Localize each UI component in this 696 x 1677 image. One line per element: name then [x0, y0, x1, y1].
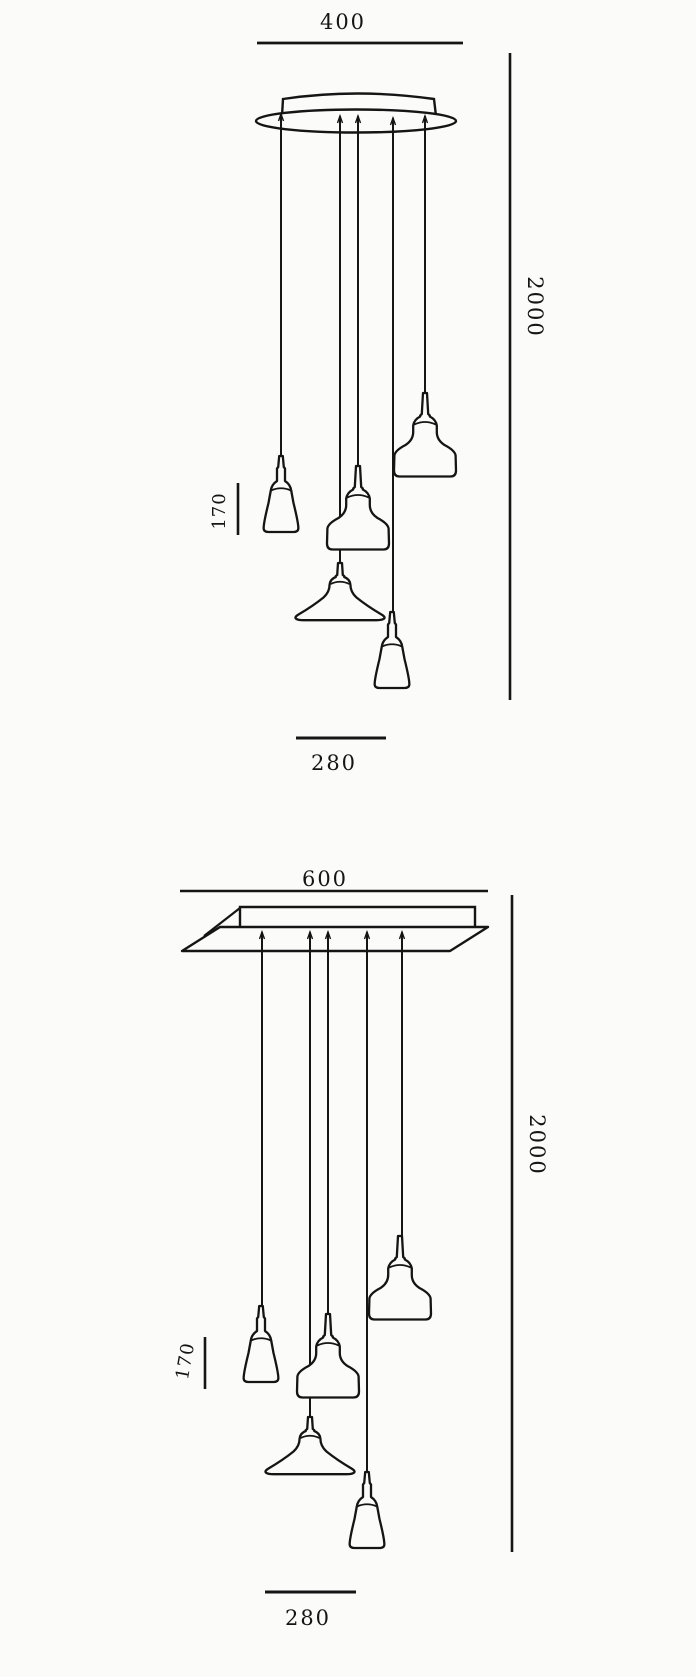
lamp-hat-shade — [369, 1236, 431, 1320]
lamp-hat-shade — [297, 1314, 359, 1398]
diagram-round-canopy — [209, 10, 547, 775]
lamp-cone-shade — [244, 1306, 279, 1382]
canopy-square — [182, 907, 488, 951]
dim-label-canopy-width-2: 600 — [301, 867, 349, 891]
dim-label-cluster-width-1: 280 — [310, 751, 358, 775]
dim-label-drop-height-1: 2000 — [523, 276, 547, 338]
lamp-flat-shade — [295, 563, 384, 620]
lamp-hat-shade — [394, 393, 456, 477]
lamp-cone-shade — [375, 612, 410, 688]
dim-label-cluster-width-2: 280 — [284, 1606, 332, 1630]
dim-label-drop-height-2: 2000 — [525, 1114, 549, 1176]
dim-label-shade-height-1: 170 — [209, 492, 230, 530]
lamp-hat-shade — [327, 466, 389, 550]
dim-label-shade-height-2: 170 — [171, 1340, 200, 1382]
dim-label-canopy-width-1: 400 — [319, 10, 367, 34]
canopy-plate-square — [182, 927, 488, 951]
canopy-mount-box — [240, 907, 475, 927]
diagram-square-canopy — [172, 867, 549, 1630]
lamp-cone-shade — [350, 1472, 385, 1548]
lamp-flat-shade — [265, 1417, 354, 1474]
lamp-cone-shade — [264, 456, 299, 532]
